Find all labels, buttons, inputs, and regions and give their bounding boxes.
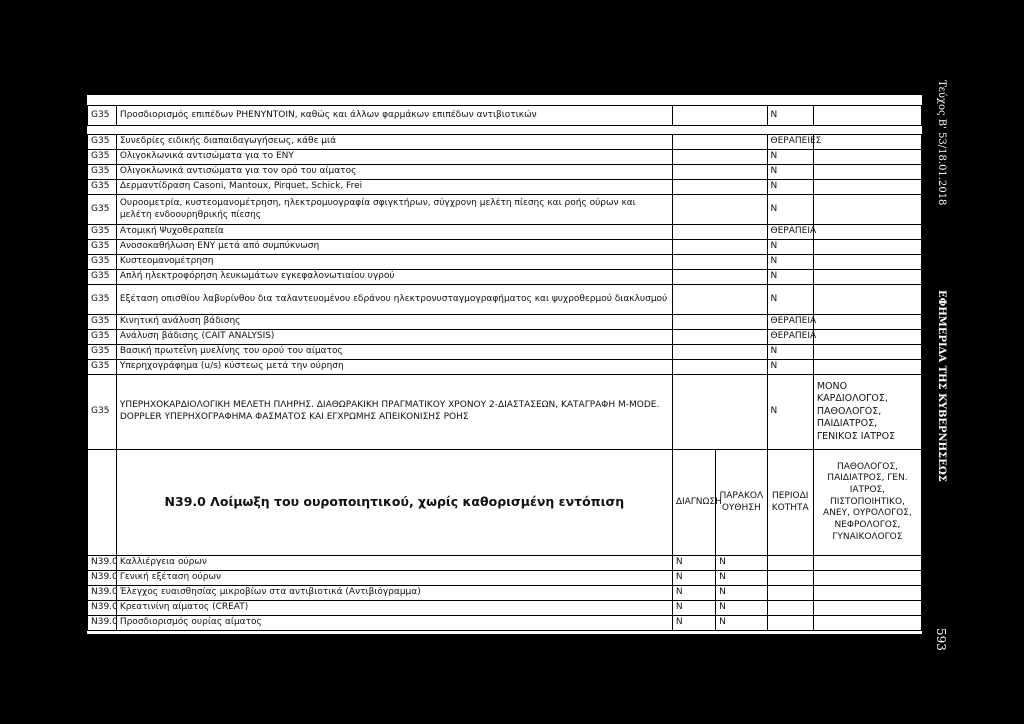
empty-cell — [672, 195, 767, 225]
table-row — [88, 345, 922, 360]
type-cell: ΘΕΡΑΠΕΙΕΣ — [767, 135, 813, 150]
empty-cell — [813, 556, 921, 571]
description-cell: Ουροομετρία, κυστεομανομέτρηση, ηλεκτρομυογραφία σφιγκτήρων, σύγχρονη μελέτη πίεσης και ροής ούρων και μελέτη ενδοουρηθρικής πίεσης — [116, 195, 672, 225]
empty-cell — [813, 360, 921, 375]
empty-cell — [813, 586, 921, 601]
empty-cell — [672, 330, 767, 345]
description-cell: Ατομική Ψυχοθεραπεία — [116, 225, 672, 240]
empty-cell — [813, 135, 921, 150]
type-cell: N — [767, 240, 813, 255]
empty-cell — [672, 106, 767, 126]
empty-cell — [767, 601, 813, 616]
description-cell: Βασική πρωτεΐνη μυελίνης του ορού του αίματος — [116, 345, 672, 360]
type-cell: N — [767, 345, 813, 360]
empty-cell — [813, 330, 921, 345]
code-cell: G35 — [88, 165, 117, 180]
section-title: Ν39.0 Λοίμωξη του ουροποιητικού, χωρίς καθορισμένη εντόπιση — [116, 450, 672, 556]
code-cell: N39.0 — [88, 556, 117, 571]
table-row — [88, 556, 922, 571]
description-cell: Έλεγχος ευαισθησίας μικροβίων στα αντιβιοτικά (Αντιβιόγραμμα) — [116, 586, 672, 601]
description-cell: Γενική εξέταση ούρων — [116, 571, 672, 586]
empty-cell — [813, 195, 921, 225]
gazette-label: ΕΦΗΜΕΡΙΔΑ ΤΗΣ ΚΥΒΕΡΝΗΣΕΩΣ — [936, 290, 947, 482]
type-cell: N — [767, 360, 813, 375]
table-row — [88, 270, 922, 285]
code-cell: G35 — [88, 150, 117, 165]
table-row — [88, 616, 922, 631]
empty-cell — [813, 315, 921, 330]
followup-cell: N — [716, 556, 767, 571]
table-row — [88, 571, 922, 586]
empty-cell — [672, 360, 767, 375]
description-cell: Εξέταση οπισθίου λαβυρίνθου δια ταλαντευομένου εδράνου ηλεκτρονυσταγμογραφήματος και ψυχροθερμού διακλυσμού — [116, 285, 672, 315]
page-number: 593 — [934, 628, 948, 651]
empty-cell — [813, 225, 921, 240]
empty-cell — [672, 135, 767, 150]
type-cell: N — [767, 285, 813, 315]
empty-cell — [813, 165, 921, 180]
description-cell: Απλή ηλεκτροφόρηση λευκωμάτων εγκεφαλονωτιαίου υγρού — [116, 270, 672, 285]
diagnosis-cell: N — [672, 616, 715, 631]
table-row — [88, 330, 922, 345]
description-cell: Υπερηχογράφημα (u/s) κύστεως μετά την ούρηση — [116, 360, 672, 375]
table-row — [88, 586, 922, 601]
code-cell: G35 — [88, 180, 117, 195]
document-page — [87, 95, 922, 634]
table-row — [88, 285, 922, 315]
description-cell: Ανοσοκαθήλωση ΕΝΥ μετά από συμπύκνωση — [116, 240, 672, 255]
empty-cell — [767, 616, 813, 631]
followup-cell: N — [716, 586, 767, 601]
code-cell: N39.0 — [88, 571, 117, 586]
empty-cell — [767, 556, 813, 571]
table-row — [88, 255, 922, 270]
type-cell: N — [767, 255, 813, 270]
code-cell: N39.0 — [88, 601, 117, 616]
section-header-row — [88, 450, 922, 556]
empty-cell — [672, 285, 767, 315]
code-cell: N39.0 — [88, 586, 117, 601]
issue-label: Τεύχος Β' 53/18.01.2018 — [936, 80, 947, 206]
empty-cell — [813, 285, 921, 315]
empty-cell — [672, 150, 767, 165]
followup-cell: N — [716, 601, 767, 616]
table-row — [88, 360, 922, 375]
diagnosis-cell: N — [672, 586, 715, 601]
description-cell: Καλλιέργεια ούρων — [116, 556, 672, 571]
empty-cell — [813, 616, 921, 631]
code-cell: G35 — [88, 106, 117, 126]
table-row — [88, 106, 922, 126]
description-cell: Δερμαντίδραση Casoni, Mantoux, Pirquet, Schick, Frei — [116, 180, 672, 195]
description-cell: ΥΠΕΡΗΧΟΚΑΡΔΙΟΛΟΓΙΚΗ ΜΕΛΕΤΗ ΠΛΗΡΗΣ. ΔΙΑΘΩΡΑΚΙΚΗ ΠΡΑΓΜΑΤΙΚΟΥ ΧΡΟΝΟΥ 2-ΔΙΑΣΤΑΣΕΩΝ, ΚΑΤΑΓΡΑΦΗ M-MODE. DOPPLER ΥΠΕΡΗΧΟΓΡΑΦΗΜΑ ΦΑΣΜΑΤΟΣ ΚΑΙ ΕΓΧΡΩΜΗΣ ΑΠΕΙΚΟΝΙΣΗΣ ΡΟΗΣ — [116, 375, 672, 450]
description-cell: Προσδιορισμός ουρίας αίματος — [116, 616, 672, 631]
code-cell: G35 — [88, 285, 117, 315]
description-cell: Συνεδρίες ειδικής διαπαιδαγωγήσεως, κάθε μιά — [116, 135, 672, 150]
empty-cell — [767, 586, 813, 601]
code-cell: G35 — [88, 330, 117, 345]
diagnosis-header: ΔΙΑΓΝΩΣΗ — [672, 450, 715, 556]
empty-cell — [672, 255, 767, 270]
periodicity-header: ΠΕΡΙΟΔΙΚΟΤΗΤΑ — [767, 450, 813, 556]
empty-cell — [672, 240, 767, 255]
code-cell: G35 — [88, 255, 117, 270]
description-cell: Κινητική ανάλυση βάδισης — [116, 315, 672, 330]
description-cell: Κρεατινίνη αίματος (CREAT) — [116, 601, 672, 616]
type-cell: N — [767, 106, 813, 126]
description-cell: Ολιγοκλωνικά αντισώματα για το ΕΝΥ — [116, 150, 672, 165]
diagnosis-cell: N — [672, 571, 715, 586]
code-cell: G35 — [88, 195, 117, 225]
empty-cell — [813, 150, 921, 165]
empty-cell — [813, 255, 921, 270]
empty-cell — [672, 270, 767, 285]
exam-table — [87, 105, 922, 631]
table-row — [88, 135, 922, 150]
type-cell: N — [767, 150, 813, 165]
empty-cell — [672, 180, 767, 195]
code-cell: G35 — [88, 135, 117, 150]
empty-cell — [813, 601, 921, 616]
code-cell: G35 — [88, 270, 117, 285]
followup-cell: N — [716, 616, 767, 631]
table-row — [88, 601, 922, 616]
followup-cell: N — [716, 571, 767, 586]
table-row — [88, 180, 922, 195]
type-cell: N — [767, 165, 813, 180]
type-cell: ΘΕΡΑΠΕΙΑ — [767, 330, 813, 345]
code-cell: G35 — [88, 360, 117, 375]
empty-cell — [672, 345, 767, 360]
empty-cell — [672, 225, 767, 240]
description-cell: Προσδιορισμός επιπέδων PHENYNTOIN, καθώς και άλλων φαρμάκων επιπέδων αντιβιοτικών — [116, 106, 672, 126]
type-cell: N — [767, 180, 813, 195]
empty-cell — [672, 165, 767, 180]
code-cell: G35 — [88, 375, 117, 450]
empty-cell — [813, 106, 921, 126]
empty-cell — [813, 270, 921, 285]
code-cell: N39.0 — [88, 616, 117, 631]
table-row — [88, 225, 922, 240]
diagnosis-cell: N — [672, 601, 715, 616]
code-cell: G35 — [88, 345, 117, 360]
empty-cell — [813, 571, 921, 586]
type-cell: N — [767, 270, 813, 285]
description-cell: Ολιγοκλωνικά αντισώματα για τον ορό του αίματος — [116, 165, 672, 180]
description-cell: Κυστεομανομέτρηση — [116, 255, 672, 270]
description-cell: Ανάλυση βάδισης (CAIT ANALYSIS) — [116, 330, 672, 345]
type-cell: N — [767, 375, 813, 450]
empty-cell — [672, 315, 767, 330]
table-row — [88, 375, 922, 450]
followup-header: ΠΑΡΑΚΟΛΟΥΘΗΣΗ — [716, 450, 767, 556]
type-cell: ΘΕΡΑΠΕΙΑ — [767, 315, 813, 330]
empty-cell — [813, 180, 921, 195]
table-row — [88, 195, 922, 225]
empty-cell — [767, 571, 813, 586]
table-row — [88, 240, 922, 255]
code-cell: G35 — [88, 225, 117, 240]
code-cell: G35 — [88, 240, 117, 255]
empty-cell — [813, 345, 921, 360]
code-cell: G35 — [88, 315, 117, 330]
specialty-cell: ΜΟΝΟ ΚΑΡΔΙΟΛΟΓΟΣ, ΠΑΘΟΛΟΓΟΣ, ΠΑΙΔΙΑΤΡΟΣ, ΓΕΝΙΚΟΣ ΙΑΤΡΟΣ — [813, 375, 921, 450]
table-row — [88, 315, 922, 330]
table-row — [88, 165, 922, 180]
table-row — [88, 150, 922, 165]
type-cell: N — [767, 195, 813, 225]
empty-cell — [813, 240, 921, 255]
type-cell: ΘΕΡΑΠΕΙΑ — [767, 225, 813, 240]
specialty-header: ΠΑΘΟΛΟΓΟΣ, ΠΑΙΔΙΑΤΡΟΣ, ΓΕΝ. ΙΑΤΡΟΣ, ΠΙΣΤΟΠΟΙΗΤΙΚΟ, ΑΝΕΥ, ΟΥΡΟΛΟΓΟΣ, ΝΕΦΡΟΛΟΓΟΣ, ΓΥΝΑΙΚΟΛΟΓΟΣ — [813, 450, 921, 556]
diagnosis-cell: N — [672, 556, 715, 571]
spacer-row — [88, 126, 922, 135]
